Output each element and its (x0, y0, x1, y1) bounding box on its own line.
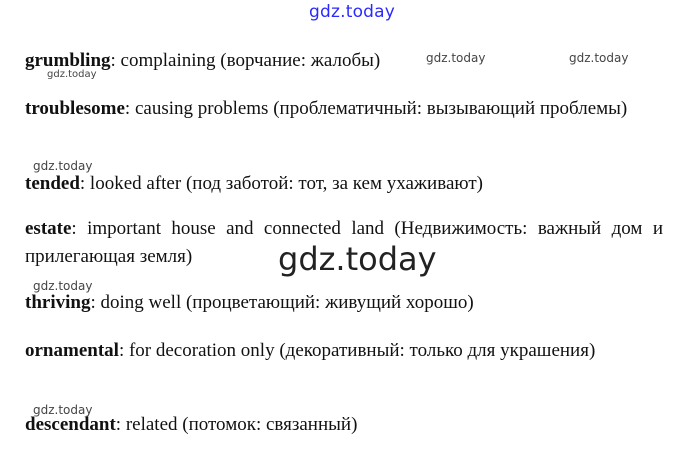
entry-term: tended (25, 173, 80, 194)
entry-ornamental (25, 337, 663, 365)
watermark-small: gdz.today (33, 279, 93, 293)
entry-term: estate (25, 218, 72, 239)
entry-term: grumbling (25, 50, 111, 71)
entry-definition: : looked after (под заботой: тот, за кем ухаживают) (79, 173, 483, 194)
entry-definition: : complaining (ворчание: жалобы) (110, 50, 381, 71)
entry-term: thriving (25, 292, 91, 313)
vocabulary-list (25, 0, 665, 461)
entry-grumbling (25, 47, 663, 75)
entry-definition: : causing problems (проблематичный: вызывающий проблемы) (124, 98, 628, 119)
watermark-top: gdz.today (309, 2, 396, 22)
entry-tended (25, 170, 663, 198)
entry-term: troublesome (25, 98, 125, 119)
entry-term: ornamental (25, 340, 119, 361)
entry-term: descendant (25, 414, 116, 435)
watermark-large: gdz.today (278, 240, 437, 278)
watermark-small: gdz.today (33, 159, 93, 173)
entry-definition: : for decoration only (декоративный: только для украшения) (118, 340, 596, 361)
watermark-small: gdz.today (33, 403, 93, 417)
entry-troublesome (25, 95, 663, 123)
watermark-small: gdz.today (426, 51, 486, 65)
entry-definition: : doing well (процветающий: живущий хорошо) (90, 292, 474, 313)
entry-definition: : related (потомок: связанный) (115, 414, 358, 435)
entry-definition: : important house and connected land (Недвижимость: важный дом и прилегающая земля) (25, 218, 663, 267)
watermark-small: gdz.today (569, 51, 629, 65)
entry-thriving (25, 289, 663, 317)
entry-descendant (25, 411, 663, 439)
watermark-small: gdz.today (47, 69, 97, 80)
